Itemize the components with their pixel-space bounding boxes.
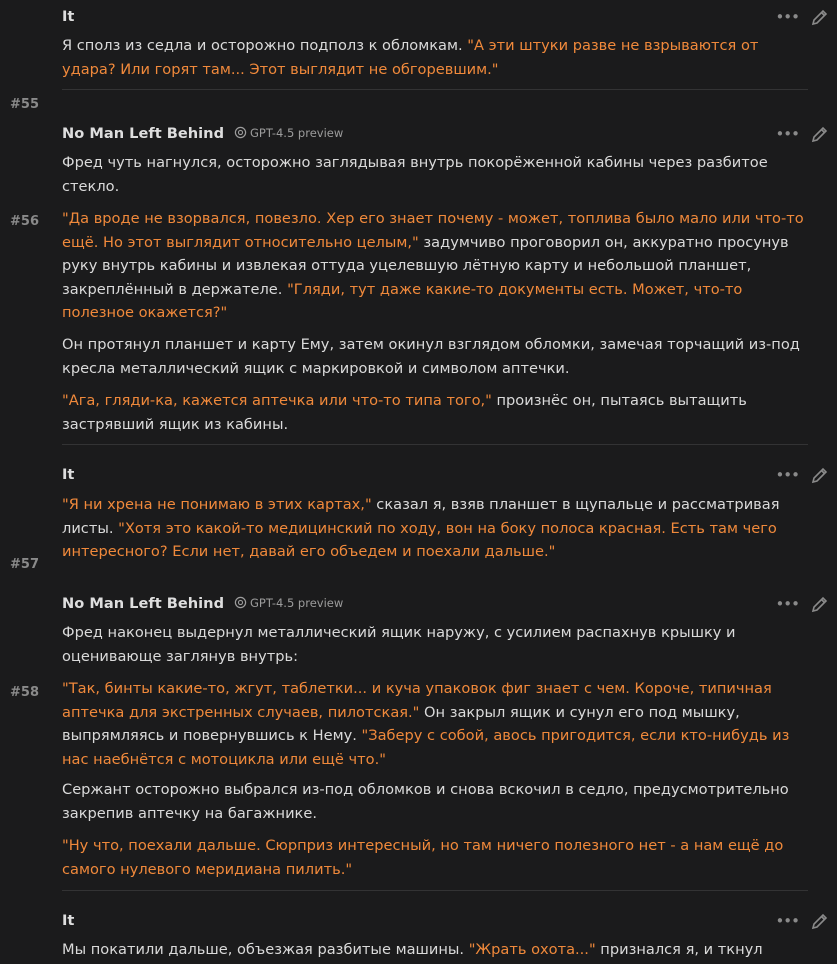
narration-text: Он протянул планшет и карту Ему, затем окинул взглядом обломки, замечая торчащий из-под кресла металлический ящик с маркировкой и символом аптечки. bbox=[62, 336, 800, 377]
model-label: GPT-4.5 preview bbox=[250, 596, 344, 610]
dialogue-text: "Хотя это какой-то медицинский по ходу, вон на боку полоса красная. Есть там чего интересного? Если нет, давай его объедем и поехали дальше." bbox=[62, 519, 777, 560]
dialogue-text: "Жрать охота..." bbox=[468, 941, 596, 958]
author-name bbox=[62, 595, 343, 612]
narration-text: задумчиво проговорил он, аккуратно просунув руку внутрь кабины и извлекая оттуда уцелевшую лётную карту и небольшой планшет, закреплённый в держателе. bbox=[62, 233, 789, 298]
message-number: #56 bbox=[10, 214, 39, 229]
author-label: No Man Left Behind bbox=[62, 125, 225, 142]
message-paragraph bbox=[62, 389, 807, 436]
more-dots-icon[interactable]: ••• bbox=[775, 8, 799, 26]
message-divider bbox=[62, 89, 808, 90]
narration-text: Я сполз из седла и осторожно подполз к обломкам. bbox=[62, 37, 468, 54]
message-number: #55 bbox=[10, 97, 39, 112]
model-badge bbox=[234, 596, 343, 610]
narration-text: Сержант осторожно выбрался из-под обломков и снова вскочил в седло, предусмотрительно закрепив аптечку на багажнике. bbox=[62, 781, 789, 822]
narration-text: сказал я, взяв планшет в щупальце и рассматривая листы. bbox=[62, 496, 780, 537]
dialogue-text: "Заберу с собой, авось пригодится, если кто-нибудь из нас наебнётся с мотоцикла или ещё что." bbox=[62, 727, 790, 768]
message-paragraph bbox=[62, 938, 807, 962]
narration-text: произнёс он, пытаясь вытащить застрявший ящик из кабины. bbox=[62, 392, 747, 433]
more-dots-icon[interactable]: ••• bbox=[775, 466, 799, 484]
message-number: #58 bbox=[10, 685, 39, 700]
message-actions bbox=[775, 912, 829, 930]
dialogue-text: "Да вроде не взорвался, повезло. Хер его знает почему - может, топлива было мало или что-то ещё. Но этот выглядит относительно целым," bbox=[62, 210, 804, 251]
message-paragraph bbox=[62, 333, 807, 380]
dialogue-text: "Я ни хрена не понимаю в этих картах," bbox=[62, 496, 372, 513]
narration-text: признался я, и ткнул bbox=[595, 941, 763, 958]
message-paragraph bbox=[62, 207, 807, 325]
dialogue-text: "Ага, гляди-ка, кажется аптечка или что-то типа того," bbox=[62, 392, 492, 409]
author-label: No Man Left Behind bbox=[62, 595, 225, 612]
author-name: It bbox=[62, 466, 75, 483]
message-paragraph bbox=[62, 34, 807, 81]
dialogue-text: "Гляди, тут даже какие-то документы есть. Может, что-то полезное окажется?" bbox=[62, 280, 743, 321]
narration-text: Мы покатили дальше, объезжая разбитые машины. bbox=[62, 941, 469, 958]
message-number: #57 bbox=[10, 557, 39, 572]
narration-text: Фред наконец выдернул металлический ящик наружу, с усилием распахнув крышку и оценивающе заглянув внутрь: bbox=[62, 624, 736, 665]
message-divider bbox=[62, 890, 808, 891]
pencil-icon[interactable] bbox=[811, 595, 829, 613]
author-name: It bbox=[62, 912, 75, 929]
message-paragraph bbox=[62, 493, 807, 564]
message-divider bbox=[62, 444, 808, 445]
narration-text: Фред чуть нагнулся, осторожно заглядывая внутрь покорёженной кабины через разбитое стекло. bbox=[62, 154, 768, 195]
pencil-icon[interactable] bbox=[811, 466, 829, 484]
dialogue-text: "Так, бинты какие-то, жгут, таблетки... и куча упаковок фиг знает с чем. Короче, типичная аптечка для экстренных случаев, пилотская." bbox=[62, 680, 772, 721]
model-label: GPT-4.5 preview bbox=[250, 126, 344, 140]
message-paragraph bbox=[62, 834, 807, 881]
pencil-icon[interactable] bbox=[811, 912, 829, 930]
more-dots-icon[interactable]: ••• bbox=[775, 125, 799, 143]
model-badge bbox=[234, 126, 343, 140]
author-name: It bbox=[62, 8, 75, 25]
message-paragraph bbox=[62, 151, 807, 198]
dialogue-text: "А эти штуки разве не взрываются от удара? Или горят там... Этот выглядит не обгоревшим." bbox=[62, 37, 759, 78]
message-paragraph bbox=[62, 778, 807, 825]
openai-icon bbox=[234, 126, 247, 139]
message-actions bbox=[775, 595, 829, 613]
message-paragraph bbox=[62, 621, 807, 668]
openai-icon bbox=[234, 596, 247, 609]
more-dots-icon[interactable]: ••• bbox=[775, 912, 799, 930]
dialogue-text: "Ну что, поехали дальше. Сюрприз интересный, но там ничего полезного нет - а нам ещё до самого нулевого меридиана пилить." bbox=[62, 837, 784, 878]
message-paragraph bbox=[62, 677, 807, 771]
author-name bbox=[62, 125, 343, 142]
message-actions bbox=[775, 125, 829, 143]
narration-text: Он закрыл ящик и сунул его под мышку, выпрямляясь и повернувшись к Нему. bbox=[62, 703, 740, 744]
pencil-icon[interactable] bbox=[811, 8, 829, 26]
message-actions bbox=[775, 8, 829, 26]
pencil-icon[interactable] bbox=[811, 125, 829, 143]
more-dots-icon[interactable]: ••• bbox=[775, 595, 799, 613]
message-actions bbox=[775, 466, 829, 484]
